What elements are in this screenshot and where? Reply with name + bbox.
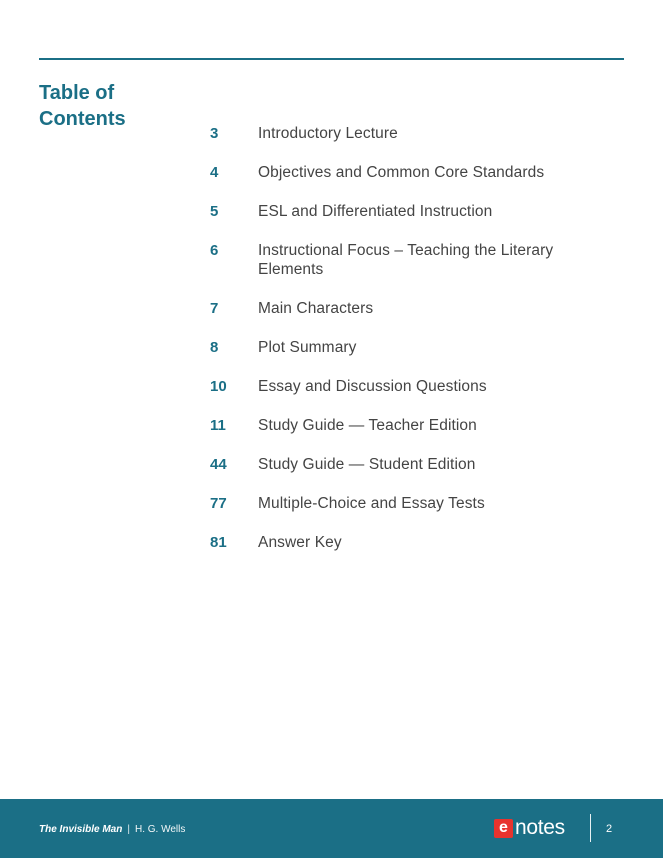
toc-entry[interactable] bbox=[210, 416, 610, 435]
toc-entry-title: Objectives and Common Core Standards bbox=[258, 164, 545, 181]
toc-entry[interactable] bbox=[210, 377, 610, 396]
footer-citation bbox=[39, 824, 185, 836]
toc-page-number: 6 bbox=[210, 242, 219, 259]
page-number: 2 bbox=[606, 823, 613, 835]
toc-entry[interactable] bbox=[210, 241, 610, 279]
toc-page-number: 8 bbox=[210, 339, 219, 356]
toc-entry-title: Main Characters bbox=[258, 300, 374, 317]
toc-list bbox=[210, 124, 610, 572]
toc-entry-title: Multiple-Choice and Essay Tests bbox=[258, 495, 485, 512]
toc-entry[interactable] bbox=[210, 163, 610, 182]
footer-divider bbox=[590, 814, 591, 842]
enotes-logo-icon: e bbox=[494, 819, 513, 838]
toc-heading: Table of Contents bbox=[39, 82, 126, 130]
toc-entry-title: ESL and Differentiated Instruction bbox=[258, 203, 493, 220]
footer-book-title: The Invisible Man bbox=[39, 824, 123, 835]
toc-entry[interactable] bbox=[210, 338, 610, 357]
toc-entry[interactable] bbox=[210, 124, 610, 143]
toc-entry[interactable] bbox=[210, 299, 610, 318]
toc-entry-title: Study Guide — Student Edition bbox=[258, 456, 476, 473]
toc-page-number: 5 bbox=[210, 203, 219, 220]
toc-entry-title: Instructional Focus – Teaching the Literary Elements bbox=[258, 242, 554, 278]
toc-page-number: 44 bbox=[210, 456, 227, 473]
toc-entry-title: Introductory Lecture bbox=[258, 125, 398, 142]
toc-page-number: 3 bbox=[210, 125, 219, 142]
footer-author: H. G. Wells bbox=[134, 824, 186, 835]
toc-entry[interactable] bbox=[210, 202, 610, 221]
toc-entry[interactable] bbox=[210, 533, 610, 552]
toc-entry[interactable] bbox=[210, 494, 610, 513]
toc-entry[interactable] bbox=[210, 455, 610, 474]
toc-entry-title: Answer Key bbox=[258, 534, 342, 551]
enotes-logo-text: notes bbox=[515, 816, 565, 839]
toc-entry-title: Essay and Discussion Questions bbox=[258, 378, 487, 395]
toc-page-number: 11 bbox=[210, 417, 226, 434]
enotes-logo[interactable] bbox=[494, 817, 565, 839]
toc-page-number: 81 bbox=[210, 534, 227, 551]
toc-entry-title: Study Guide — Teacher Edition bbox=[258, 417, 477, 434]
header-rule bbox=[39, 58, 624, 60]
page-footer bbox=[0, 799, 663, 858]
toc-page-number: 77 bbox=[210, 495, 227, 512]
toc-page-number: 10 bbox=[210, 378, 227, 395]
toc-page-number: 4 bbox=[210, 164, 219, 181]
footer-separator: | bbox=[127, 824, 130, 835]
toc-page-number: 7 bbox=[210, 300, 219, 317]
toc-entry-title: Plot Summary bbox=[258, 339, 357, 356]
